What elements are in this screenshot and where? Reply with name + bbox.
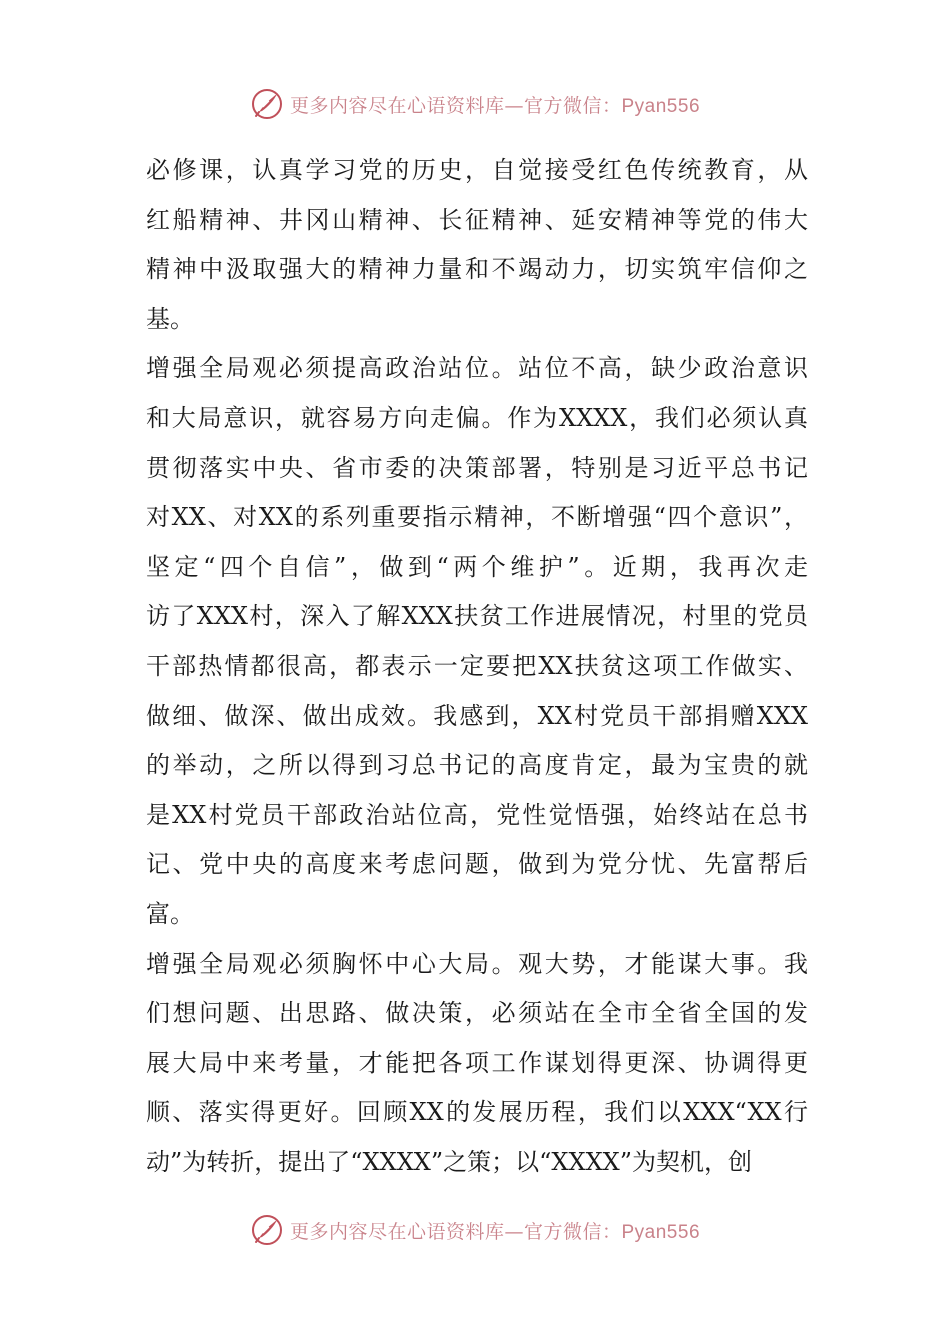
text-line: 们想问题、出思路、做决策，必须站在全市全省全国的发: [146, 999, 808, 1028]
text-line: 坚定“四个自信”，做到“两个维护”。近期，我再次走: [146, 552, 808, 581]
text-line: 必修课，认真学习党的历史，自觉接受红色传统教育，从: [146, 156, 808, 184]
footer-watermark: [0, 1210, 950, 1250]
text-line: 展大局中来考量，才能把各项工作谋划得更深、协调得更: [146, 1048, 808, 1077]
quill-pen-logo-icon: [250, 87, 284, 121]
header-watermark: [0, 84, 950, 124]
text-line: 增强全局观必须胸怀中心大局。观大势，才能谋大事。我: [146, 949, 808, 978]
text-line: 是XX村党员干部政治站位高，党性觉悟强，始终站在总书: [146, 800, 808, 829]
text-line: 贯彻落实中央、省市委的决策部署，特别是习近平总书记: [146, 453, 808, 482]
watermark-text: 更多内容尽在心语资料库—官方微信：Pyan556: [289, 94, 701, 117]
text-line: 的举动，之所以得到习总书记的高度肯定，最为宝贵的就: [146, 751, 808, 780]
text-line: 富。: [146, 899, 194, 928]
text-line: 增强全局观必须提高政治站位。站位不高，缺少政治意识: [146, 354, 808, 383]
text-line: 红船精神、井冈山精神、长征精神、延安精神等党的伟大: [146, 205, 808, 234]
text-line: 精神中汲取强大的精神力量和不竭动力，切实筑牢信仰之: [146, 255, 808, 284]
text-line: 做细、做深、做出成效。我感到，XX村党员干部捐赠XXX: [146, 701, 808, 730]
text-line: 访了XXX村，深入了解XXX扶贫工作进展情况，村里的党员: [146, 602, 808, 631]
quill-pen-logo-icon: [250, 1213, 284, 1247]
text-line: 基。: [146, 304, 194, 333]
text-line: 和大局意识，就容易方向走偏。作为XXXX，我们必须认真: [146, 403, 808, 432]
text-line: 动”为转折，提出了“XXXX”之策；以“XXXX”为契机，创: [146, 1147, 753, 1176]
document-body: [146, 146, 808, 1187]
text-line: 对XX、对XX的系列重要指示精神，不断增强“四个意识”，: [146, 503, 808, 532]
text-line: 干部热情都很高，都表示一定要把XX扶贫这项工作做实、: [146, 651, 808, 680]
text-line: 记、党中央的高度来考虑问题，做到为党分忧、先富帮后: [146, 850, 808, 879]
text-line: 顺、落实得更好。回顾XX的发展历程，我们以XXX“XX行: [146, 1098, 808, 1127]
watermark-text: 更多内容尽在心语资料库—官方微信：Pyan556: [289, 1220, 701, 1243]
